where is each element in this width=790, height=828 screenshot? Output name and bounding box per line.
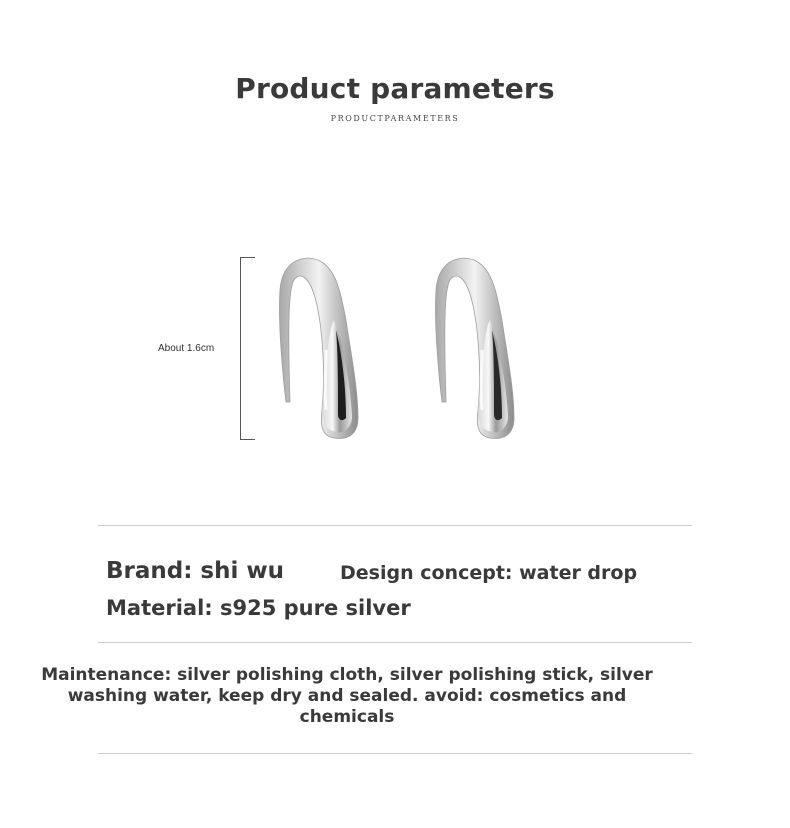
- spec-maintenance: Maintenance: silver polishing cloth, silver polishing stick, silver washing water, keep dry and sealed. avoid: cosmetics and chemicals: [41, 665, 653, 727]
- page-subtitle: PRODUCTPARAMETERS: [330, 114, 460, 123]
- divider-middle: [98, 642, 692, 643]
- spec-brand: Brand: shi wu: [106, 558, 285, 584]
- divider-bottom: [98, 753, 692, 754]
- dimension-bracket: [240, 257, 254, 440]
- spec-design-concept: Design concept: water drop: [340, 562, 638, 584]
- earring-right-image: [422, 250, 542, 445]
- divider-top: [98, 525, 692, 526]
- spec-material: Material: s925 pure silver: [106, 596, 411, 620]
- page-title: Product parameters: [235, 72, 555, 105]
- dimension-label: About 1.6cm: [158, 343, 215, 354]
- earring-left-image: [266, 250, 386, 445]
